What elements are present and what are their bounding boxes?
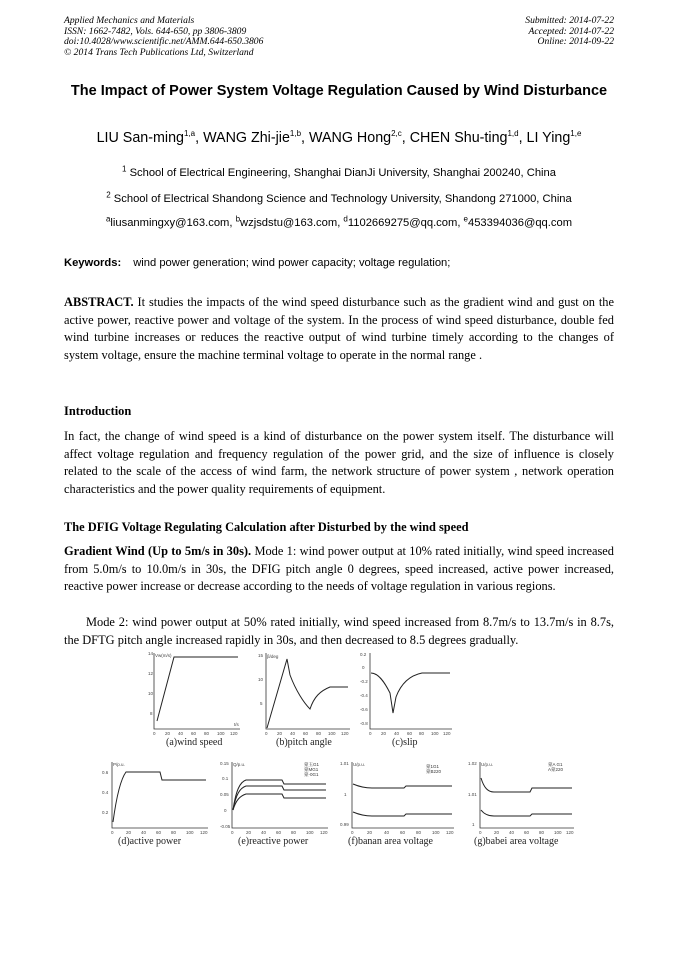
x-tick: 80 xyxy=(539,830,545,835)
pitch-angle-curve xyxy=(267,659,348,728)
x-tick: 60 xyxy=(276,830,282,835)
slip-curve xyxy=(371,673,450,713)
figure-e-ylabel: Q/p.u. xyxy=(233,762,246,767)
legend-entry: 蒙A G1 xyxy=(548,762,563,767)
x-tick: 60 xyxy=(524,830,530,835)
author-name: WANG Hong xyxy=(309,130,392,146)
y-tick: 1 xyxy=(344,792,347,797)
y-tick: 0.99 xyxy=(340,822,349,827)
figure-e-plot xyxy=(220,760,332,836)
y-tick: 0.1 xyxy=(222,776,229,781)
submitted-date: Submitted: 2014-07-22 xyxy=(525,15,614,26)
figure-e-xticks xyxy=(231,830,328,835)
figure-b-ylabel: β/deg xyxy=(267,654,279,659)
email-link[interactable]: 1102669275@qq.com xyxy=(347,217,458,229)
figure-d-xticks xyxy=(111,830,208,835)
author-sup: 1,a xyxy=(184,129,196,139)
caption-c: (c)slip xyxy=(392,737,418,748)
x-tick: 80 xyxy=(316,731,322,736)
intro-text: In fact, the change of wind speed is a kind of disturbance on the power system itself. The disturbance will affect voltage regulation and frequency regulation of the power grid, and the size of influence is closely related to the scale of the access of wind farm, the network structure of power system , network operation characteristics and the power quality requirements of equipment. xyxy=(64,429,614,496)
email-sup: d xyxy=(343,214,348,224)
paper-title: The Impact of Power System Voltage Regulation Caused by Wind Disturbance xyxy=(70,83,608,99)
keywords-label: Keywords: xyxy=(64,257,122,269)
x-tick: 60 xyxy=(191,731,197,736)
x-tick: 100 xyxy=(186,830,194,835)
figure-c-xticks xyxy=(369,731,451,736)
email-link[interactable]: 453394036@qq.com xyxy=(467,217,573,229)
reactive-series-3 xyxy=(233,794,326,810)
journal-header-right xyxy=(525,16,614,48)
y-tick: 0 xyxy=(362,665,365,670)
y-tick: 1.02 xyxy=(468,761,477,766)
x-tick: 0 xyxy=(369,731,372,736)
y-tick: 10 xyxy=(148,691,154,696)
caption-d: (d)active power xyxy=(118,836,182,847)
active-power-curve xyxy=(113,772,206,822)
figure-f-banan-voltage xyxy=(340,760,458,836)
email-sup: a xyxy=(105,214,111,224)
figure-g-babei-voltage xyxy=(468,760,578,836)
figure-f-ylabel: U/p.u. xyxy=(353,762,366,767)
x-tick: 100 xyxy=(306,830,314,835)
y-tick: 0.4 xyxy=(102,790,109,795)
x-tick: 0 xyxy=(479,830,482,835)
reactive-series-1 xyxy=(233,780,326,810)
x-tick: 120 xyxy=(230,731,238,736)
abstract-label: ABSTRACT. xyxy=(64,295,134,309)
y-tick: 14 xyxy=(148,651,154,656)
legend-entry: 蒙MG1 xyxy=(304,767,319,772)
x-tick: 20 xyxy=(277,731,283,736)
figure-g-plot xyxy=(468,760,578,836)
affiliation-text: School of Electrical Engineering, Shanghai DianJi University, Shanghai 200240, China xyxy=(129,167,556,179)
journal-header-left xyxy=(64,16,263,58)
affiliation-2 xyxy=(64,190,614,205)
section-paragraph-1 xyxy=(64,543,614,596)
x-unit: t/s xyxy=(234,722,239,727)
email-link[interactable]: wzjsdstu@163.com xyxy=(240,217,338,229)
y-tick: -0.8 xyxy=(360,721,368,726)
figure-a-ylabel: Vw(m/s) xyxy=(155,653,172,658)
y-tick: 0.6 xyxy=(102,770,109,775)
x-tick: 20 xyxy=(165,731,171,736)
email-sup: b xyxy=(235,214,241,224)
figure-g-ylabel: U/p.u. xyxy=(481,762,494,767)
affiliation-text: School of Electrical Shandong Science and Technology University, Shandong 271000, China xyxy=(113,193,572,205)
author-sup: 1,e xyxy=(570,129,582,139)
doi-line: doi:10.4028/www.scientific.net/AMM.644-650.3806 xyxy=(64,36,264,48)
x-tick: 120 xyxy=(566,830,574,835)
x-tick: 20 xyxy=(126,830,132,835)
y-tick: 5 xyxy=(260,701,263,706)
x-tick: 80 xyxy=(204,731,210,736)
legend-entry: 蒙B220 xyxy=(426,769,442,774)
author-sup: 1,b xyxy=(289,129,302,139)
keywords-text: wind power generation; wind power capacity; voltage regulation; xyxy=(133,257,451,269)
email-sup: e xyxy=(463,214,468,224)
figure-f-xticks xyxy=(351,830,454,835)
figure-a-axes xyxy=(154,653,240,729)
x-tick: 20 xyxy=(494,830,500,835)
section-heading: The DFIG Voltage Regulating Calculation after Disturbed by the wind speed xyxy=(64,520,469,534)
figure-g-xticks xyxy=(479,830,574,835)
caption-f: (f)banan area voltage xyxy=(348,836,433,847)
x-tick: 60 xyxy=(303,731,309,736)
x-tick: 120 xyxy=(443,731,451,736)
author-sup: 1,d xyxy=(507,129,519,139)
y-tick: 1.01 xyxy=(468,792,477,797)
wind-speed-curve xyxy=(157,657,238,721)
y-tick: 1 xyxy=(472,822,475,827)
gradient-wind-label: Gradient Wind (Up to 5m/s in 30s). xyxy=(64,544,252,558)
caption-b: (b)pitch angle xyxy=(276,737,332,748)
y-tick: 10 xyxy=(258,677,264,682)
copyright-line: © 2014 Trans Tech Publications Ltd, Switzerland xyxy=(64,46,254,58)
y-tick: 0.2 xyxy=(360,652,367,657)
x-tick: 80 xyxy=(171,830,177,835)
x-tick: 100 xyxy=(217,731,225,736)
y-tick: -0.2 xyxy=(360,679,368,684)
caption-e: (e)reactive power xyxy=(238,836,309,847)
x-tick: 100 xyxy=(328,731,336,736)
figure-c-plot xyxy=(360,651,456,737)
figure-c-slip xyxy=(360,651,456,737)
author-name: LIU San-ming xyxy=(96,130,184,146)
caption-g: (g)babei area voltage xyxy=(474,836,559,847)
caption-a: (a)wind speed xyxy=(166,737,223,748)
x-tick: 80 xyxy=(416,830,422,835)
y-tick: -0.6 xyxy=(360,707,368,712)
banan-series-2 xyxy=(353,812,452,816)
x-tick: 0 xyxy=(351,830,354,835)
author-name: LI Ying xyxy=(526,130,571,146)
x-tick: 120 xyxy=(200,830,208,835)
x-tick: 20 xyxy=(381,731,387,736)
y-tick: -0.05 xyxy=(220,824,231,829)
y-tick: -0.4 xyxy=(360,693,368,698)
email-list: $^a$liusanmingxy@163.com, $^b$wzjsdstu@163.com, $^d$1102669275@qq.com, $^e$453394036@qq.com xyxy=(105,214,573,229)
abstract-text: It studies the impacts of the wind speed disturbance such as the gradient wind and gust on the active power, reactive power and voltage of the system. In the process of wind speed disturbance, double fed wind turbine increases or reduces the reactive output of wind turbine timely according to the changes of system voltage, ensure the machine terminal voltage to operate in the normal range . xyxy=(64,295,614,362)
figure-b-xticks xyxy=(265,731,349,736)
intro-heading: Introduction xyxy=(64,404,132,418)
x-tick: 0 xyxy=(231,830,234,835)
y-tick: 0.2 xyxy=(102,810,109,815)
babei-series-2 xyxy=(481,810,572,816)
figure-d-active-power xyxy=(102,760,212,836)
x-tick: 80 xyxy=(419,731,425,736)
affiliation-sup: 1 xyxy=(122,164,127,174)
accepted-date: Accepted: 2014-07-22 xyxy=(528,25,614,37)
author-sup: 2,c xyxy=(391,129,402,139)
x-tick: 120 xyxy=(341,731,349,736)
x-tick: 120 xyxy=(320,830,328,835)
y-tick: 0.05 xyxy=(220,792,229,797)
banan-series-1 xyxy=(353,784,452,788)
issn-line: ISSN: 1662-7482, Vols. 644-650, pp 3806-3809 xyxy=(64,25,247,37)
figure-d-ylabel: P/p.u. xyxy=(113,762,125,767)
x-tick: 0 xyxy=(153,731,156,736)
x-tick: 0 xyxy=(111,830,114,835)
keywords xyxy=(64,257,450,269)
journal-name: Applied Mechanics and Materials xyxy=(64,15,195,26)
affiliation-sup: 2 xyxy=(106,190,111,200)
figure-a-wind-speed xyxy=(148,651,244,737)
figure-d-plot xyxy=(102,760,212,836)
section-paragraph-2: Mode 2: wind power output at 50% rated initially, wind speed increased from 8.7m/s to 13.7m/s in 8.7s, the DFTG pitch angle increased rapidly in 30s, and then decreased to 8.5 degrees gradually. xyxy=(64,615,614,647)
x-tick: 60 xyxy=(400,830,406,835)
x-tick: 60 xyxy=(407,731,413,736)
x-tick: 100 xyxy=(432,830,440,835)
legend-entry: 蒙1G1 xyxy=(426,764,440,769)
y-tick: 0.15 xyxy=(220,761,229,766)
x-tick: 0 xyxy=(265,731,268,736)
legend-entry: 蒙玉G1 xyxy=(304,762,320,767)
figure-b-pitch-angle xyxy=(258,651,354,737)
y-tick: 12 xyxy=(148,671,154,676)
abstract xyxy=(64,294,614,364)
y-tick: 0 xyxy=(224,808,227,813)
author-list: LIU San-ming$^{1,a}$, WANG Zhi-jie$^{1,b}$, WANG Hong$^{2,c}$, CHEN Shu-ting$^{1,d}$, LI Ying$^{1,e}$ xyxy=(96,129,582,146)
y-tick: 15 xyxy=(258,653,264,658)
figure-a-plot xyxy=(148,651,244,737)
x-tick: 40 xyxy=(394,731,400,736)
legend-entry: A蒙220 xyxy=(548,767,564,772)
x-tick: 80 xyxy=(291,830,297,835)
x-tick: 60 xyxy=(156,830,162,835)
x-tick: 40 xyxy=(178,731,184,736)
x-tick: 120 xyxy=(446,830,454,835)
x-tick: 20 xyxy=(367,830,373,835)
author-name: WANG Zhi-jie xyxy=(203,130,290,146)
figure-b-axes xyxy=(266,653,350,729)
babei-series-1 xyxy=(481,778,572,792)
x-tick: 100 xyxy=(431,731,439,736)
email-link[interactable]: liusanmingxy@163.com xyxy=(110,217,230,229)
online-date: Online: 2014-09-22 xyxy=(537,36,614,48)
affiliation-1 xyxy=(64,164,614,179)
mode1-text: Mode 1: wind power output at 10% rated initially, wind speed increased from 5.0m/s to 10.0m/s in 30s, the DFIG pitch angle 0 degrees, speed increased, active power increased, reactive power increase or decrease according to the needs of voltage regulation in various regions. xyxy=(64,544,614,594)
figure-b-plot xyxy=(258,651,354,737)
figure-e-reactive-power xyxy=(220,760,332,836)
legend-entry: 蒙-0G1 xyxy=(304,772,319,777)
author-name: CHEN Shu-ting xyxy=(409,130,508,146)
x-tick: 40 xyxy=(384,830,390,835)
x-tick: 40 xyxy=(509,830,515,835)
x-tick: 20 xyxy=(246,830,252,835)
figure-f-plot xyxy=(340,760,458,836)
x-tick: 40 xyxy=(261,830,267,835)
figure-c-axes xyxy=(370,653,452,729)
x-tick: 40 xyxy=(290,731,296,736)
y-tick: 8 xyxy=(150,711,153,716)
x-tick: 40 xyxy=(141,830,147,835)
y-tick: 1.01 xyxy=(340,761,349,766)
x-tick: 100 xyxy=(554,830,562,835)
